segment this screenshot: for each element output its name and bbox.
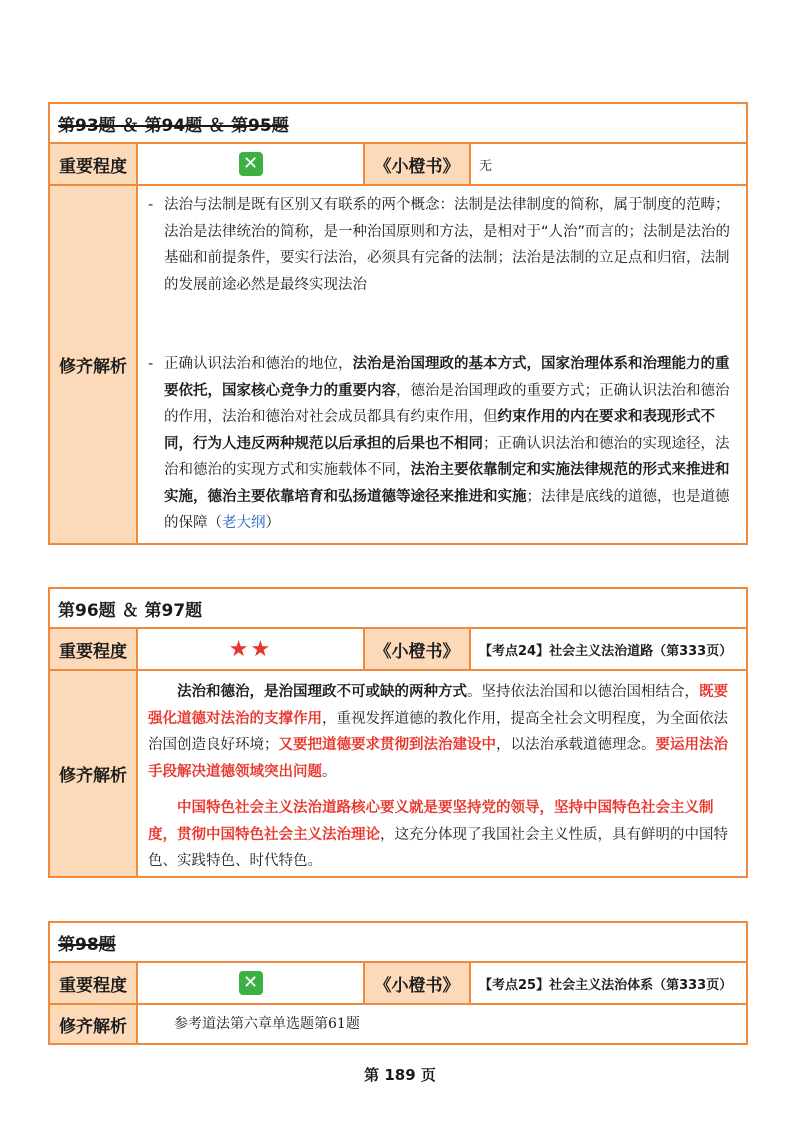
bullet-dash: - <box>148 356 154 372</box>
outline-link[interactable]: 老大纲 <box>222 515 266 531</box>
highlight-text-run: 又要把道德要求贯彻到法治建设中 <box>278 737 496 753</box>
analysis-label: 修齐解析 <box>50 1005 138 1043</box>
bold-text-run: 法治是治国理政的基本方式，国家治理体系和治理能力的重要依托，国家核心竞争力的重要内容 <box>164 356 730 399</box>
text-run: ；法律是底线的道德，也是道德的保障（ <box>164 488 730 531</box>
analysis-row <box>50 1005 746 1043</box>
bold-text-run: 法治主要依靠制定和实施法律规范的形式来推进和实施，德治主要依靠培育和弘扬道德等途径来推进和实施 <box>164 462 730 505</box>
text-run: 正确认识法治和德治的地位， <box>164 356 353 372</box>
question-block-98 <box>48 921 748 1045</box>
book-label: 《小橙书》 <box>365 144 471 184</box>
block-title-text: 第93题 ＆ 第94题 ＆ 第95题 <box>58 115 289 136</box>
importance-row <box>50 144 746 186</box>
page-number: 第 189 页 <box>364 1066 436 1084</box>
bold-text-run: 约束作用的内在要求和表现形式不同，行为人违反两种规范以后承担的后果也不相同 <box>164 409 715 452</box>
cross-mark-icon: ✕ <box>239 971 263 995</box>
text-run: ；正确认识法治和德治的实现途径，法治和德治的实现方式和实施载体不同， <box>164 435 730 478</box>
highlight-text-run: 中国特色社会主义法治道路核心要义就是要坚持党的领导，坚持中国特色社会主义制度，贯彻中国特色社会主义法治理论 <box>148 800 714 843</box>
question-block-93-95 <box>48 102 748 545</box>
bullet-dash: - <box>148 197 154 213</box>
book-reference: 无 <box>479 158 493 174</box>
text-run: ，以法治承载道德理念。 <box>496 737 656 753</box>
book-label: 《小橙书》 <box>365 629 471 669</box>
analysis-paragraph <box>148 192 738 298</box>
paragraph-text <box>164 351 738 537</box>
text-run: ，德治是治国理政的重要方式；正确认识法治和德治的作用，法治和德治对社会成员都具有约束作用，但 <box>164 382 730 425</box>
importance-row <box>50 629 746 671</box>
paragraph-text: 法治与法制是既有区别又有联系的两个概念：法制是法律制度的简称，属于制度的范畴；法治是法律统治的简称，是一种治国原则和方法，是相对于“人治”而言的；法制是法治的基础和前提条件，要实行法治，必须具有完备的法制；法治是法制的立足点和归宿，法制的发展前途必然是最终实现法治 <box>164 197 731 293</box>
analysis-note: 参考道法第六章单选题第61题 <box>174 1015 360 1032</box>
importance-value <box>138 144 365 184</box>
text-run: ） <box>265 515 280 531</box>
analysis-body <box>138 671 746 876</box>
bold-text-run: 法治和德治，是治国理政不可或缺的两种方式 <box>177 684 467 700</box>
analysis-row <box>50 671 746 876</box>
analysis-paragraph <box>148 679 738 785</box>
block-title <box>50 104 746 144</box>
question-block-96-97 <box>48 587 748 878</box>
text-run: 。 <box>322 763 337 780</box>
analysis-row <box>50 186 746 543</box>
block-title <box>50 589 746 629</box>
book-reference: 【考点24】社会主义法治道路（第333页） <box>479 643 733 659</box>
importance-label: 重要程度 <box>50 963 138 1003</box>
analysis-paragraph <box>148 795 738 875</box>
highlight-text-run: 要运用法治手段解决道德领域突出问题 <box>148 737 728 780</box>
importance-label: 重要程度 <box>50 144 138 184</box>
cross-mark-icon: ✕ <box>239 152 263 176</box>
book-label: 《小橙书》 <box>365 963 471 1003</box>
analysis-body <box>138 186 746 543</box>
analysis-label: 修齐解析 <box>50 671 138 876</box>
block-title-text: 第96题 ＆ 第97题 <box>58 600 203 621</box>
book-reference: 【考点25】社会主义法治体系（第333页） <box>479 977 733 993</box>
importance-row <box>50 963 746 1005</box>
analysis-paragraph <box>148 351 738 537</box>
importance-value <box>138 963 365 1003</box>
block-title <box>50 923 746 963</box>
importance-label: 重要程度 <box>50 629 138 669</box>
text-run: ，重视发挥道德的教化作用，提高全社会文明程度，为全面依法治国创造良好环境； <box>148 710 728 753</box>
highlight-text-run: 既要强化道德对法治的支撑作用 <box>148 684 728 727</box>
star-rating: ★★ <box>228 636 273 662</box>
text-run: ，这充分体现了我国社会主义性质，具有鲜明的中国特色、实践特色、时代特色。 <box>148 826 728 869</box>
block-title-text: 第98题 <box>58 934 116 955</box>
importance-value <box>138 629 365 669</box>
analysis-label: 修齐解析 <box>50 186 138 543</box>
text-run: 。坚持依法治国和以德治国相结合， <box>467 684 699 700</box>
